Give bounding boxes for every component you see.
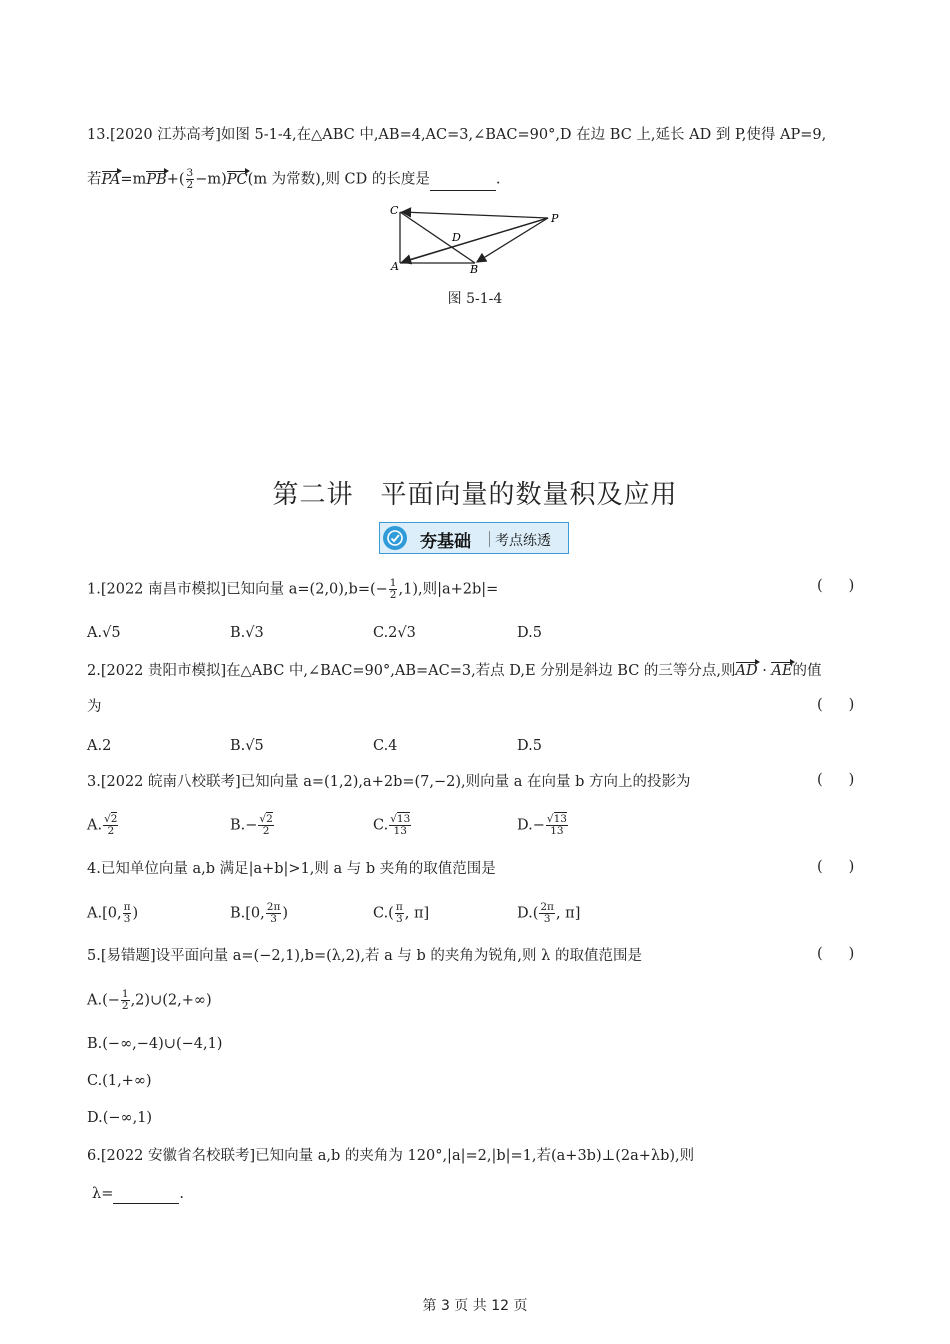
fraction-denominator: 2 (121, 1000, 129, 1012)
fraction-denominator: 3 (123, 913, 131, 925)
fraction-numerator: √2 (104, 813, 118, 825)
label-p: P (551, 212, 559, 225)
q4-option-b[interactable] (230, 902, 288, 925)
fraction (123, 902, 132, 925)
q3-option-d[interactable] (517, 814, 569, 837)
q1-option-c[interactable]: C.2√3 (373, 625, 416, 641)
option-label: D.( (517, 905, 539, 922)
vector-pa: PA (101, 171, 121, 188)
fraction (258, 814, 273, 837)
fraction (186, 168, 195, 191)
label-d: D (452, 231, 461, 244)
vector-pa-arrow (402, 218, 548, 262)
q13-text: =m (120, 171, 147, 188)
fraction (539, 902, 555, 925)
q13-text: 若 (87, 171, 102, 188)
q2-option-c[interactable]: C.4 (373, 738, 398, 754)
option-label: A. (87, 817, 103, 834)
page-footer: 第 3 页 共 12 页 (422, 1298, 528, 1314)
vector-ae: AE (771, 663, 793, 679)
fraction (389, 578, 398, 601)
option-label: D.− (517, 817, 545, 834)
q3-stem: 3.[2022 皖南八校联考]已知向量 a=(1,2),a+2b=(7,−2),则向量 a 在向量 b 方向上的投影为 (87, 774, 691, 790)
fraction-numerator: 1 (389, 577, 397, 589)
q5-option-b[interactable]: B.(−∞,−4)∪(−4,1) (87, 1036, 223, 1052)
fraction-denominator: 3 (543, 913, 551, 925)
q13-text: −m) (195, 171, 227, 188)
option-label: A.(− (87, 992, 120, 1009)
badge-main: 夯基础 (420, 532, 471, 552)
figure-caption: 图 5-1-4 (447, 291, 503, 307)
q2-option-b[interactable]: B.√5 (230, 738, 264, 754)
period: . (495, 171, 501, 188)
option-label: A. (87, 625, 103, 641)
fraction-numerator: 3 (186, 167, 194, 179)
answer-blank[interactable] (113, 1189, 179, 1204)
fraction-numerator: 2π (266, 901, 281, 913)
dot-operator: · (757, 663, 772, 679)
section-badge (379, 522, 569, 554)
vector-ad: AD (735, 663, 758, 679)
q13-line2 (87, 168, 501, 191)
option-label: A.[0, (87, 905, 122, 922)
badge-sub: 考点练透 (495, 533, 551, 549)
fraction (395, 902, 404, 925)
q1-answer-paren[interactable]: () (817, 578, 881, 594)
vector-pb-arrow (477, 218, 548, 262)
q6-stem-cont (92, 1184, 184, 1204)
q2-option-d[interactable]: D.5 (517, 738, 542, 754)
option-label: B. (230, 738, 246, 754)
fraction (266, 902, 282, 925)
option-text: , π] (404, 905, 430, 922)
option-text: , π] (555, 905, 581, 922)
section-heading: 第二讲 平面向量的数量积及应用 (272, 480, 678, 510)
fraction-denominator: 2 (262, 825, 270, 837)
figure-5-1-4 (385, 200, 565, 280)
radicand: 2 (110, 813, 118, 825)
fraction-numerator: π (123, 901, 131, 913)
check-circle-icon (383, 526, 407, 550)
radicand: 2 (266, 813, 273, 825)
fraction (546, 814, 568, 837)
fraction-numerator: √13 (390, 813, 411, 825)
q2-option-a[interactable]: A.2 (87, 738, 112, 754)
vector-pc-arrow (402, 212, 548, 218)
q4-answer-paren[interactable]: () (817, 859, 881, 875)
fraction (121, 989, 130, 1012)
q1-stem (87, 578, 498, 601)
answer-blank[interactable] (430, 176, 496, 191)
q6-text: λ= (92, 1186, 114, 1202)
fraction-numerator: π (395, 901, 403, 913)
q1-option-b[interactable]: B.√3 (230, 625, 264, 641)
q6-stem: 6.[2022 安徽省名校联考]已知向量 a,b 的夹角为 120°,|a|=2,|b|=1,若(a+3b)⊥(2a+λb),则 (87, 1148, 695, 1164)
fraction (389, 814, 411, 837)
q3-option-b[interactable] (230, 814, 275, 837)
q2-text: 2.[2022 贵阳市模拟]在△ABC 中,∠BAC=90°,AB=AC=3,若点 D,E 分别是斜边 BC 的三等分点,则 (87, 663, 736, 679)
option-text: ,2)∪(2,+∞) (130, 992, 212, 1009)
fraction-denominator: 13 (393, 825, 407, 837)
label-b: B (470, 263, 479, 276)
segment-cb (400, 212, 475, 263)
fraction-denominator: 2 (107, 825, 115, 837)
fraction-denominator: 3 (395, 913, 403, 925)
q4-stem: 4.已知单位向量 a,b 满足|a+b|>1,则 a 与 b 夹角的取值范围是 (87, 861, 496, 877)
q2-text: 的值 (792, 663, 822, 679)
q1-text: 1.[2022 南昌市模拟]已知向量 a=(2,0),b=(− (87, 581, 388, 598)
q1-option-d[interactable]: D.5 (517, 625, 542, 641)
fraction-numerator: √13 (546, 813, 567, 825)
radicand: 5 (111, 625, 121, 641)
q2-answer-paren[interactable]: () (817, 697, 881, 713)
option-text: ) (132, 905, 139, 922)
option-label: C.2 (373, 625, 398, 641)
q13-text: (m 为常数),则 CD 的长度是 (247, 171, 430, 188)
q5-option-c[interactable]: C.(1,+∞) (87, 1073, 152, 1089)
fraction-numerator: 2π (540, 901, 554, 913)
label-c: C (390, 204, 399, 217)
option-label: C.( (373, 905, 394, 922)
radicand: 3 (254, 625, 264, 641)
badge-divider (489, 531, 490, 547)
q3-option-c[interactable] (373, 814, 412, 837)
option-label: B.− (230, 817, 258, 834)
label-a: A (391, 260, 399, 273)
fraction-numerator: 1 (121, 988, 129, 1000)
radicand: 3 (406, 625, 416, 641)
q4-option-d[interactable] (517, 902, 580, 925)
radicand: 13 (553, 813, 567, 825)
q3-answer-paren[interactable]: () (817, 772, 881, 788)
option-label: B. (230, 625, 246, 641)
option-text: ) (282, 905, 289, 922)
fraction-denominator: 13 (550, 825, 564, 837)
fraction-denominator: 2 (186, 179, 194, 191)
q5-stem: 5.[易错题]设平面向量 a=(−2,1),b=(λ,2),若 a 与 b 的夹角为锐角,则 λ 的取值范围是 (87, 948, 642, 964)
q5-option-d[interactable]: D.(−∞,1) (87, 1110, 153, 1126)
q4-option-c[interactable] (373, 902, 429, 925)
q5-option-a[interactable] (87, 989, 212, 1012)
q5-answer-paren[interactable]: () (817, 946, 881, 962)
q13-line1: 13.[2020 江苏高考]如图 5-1-4,在△ABC 中,AB=4,AC=3,∠BAC=90°,D 在边 BC 上,延长 AD 到 P,使得 AP=9, (87, 127, 827, 143)
q13-text: +( (166, 171, 185, 188)
fraction-denominator: 3 (270, 913, 277, 925)
option-label: B.[0, (230, 905, 265, 922)
fraction (103, 814, 118, 837)
vector-pb: PB (146, 171, 167, 188)
radicand: 13 (396, 813, 411, 825)
period: . (179, 1186, 184, 1202)
fraction-denominator: 2 (389, 589, 397, 601)
option-label: C. (373, 817, 389, 834)
fraction-numerator: √2 (259, 813, 273, 825)
q1-text: ,1),则|a+2b|= (398, 581, 499, 598)
vector-pc: PC (226, 171, 248, 188)
q1-option-a[interactable]: A.√5 (87, 625, 121, 641)
q4-option-a[interactable] (87, 902, 138, 925)
q3-option-a[interactable] (87, 814, 119, 837)
radicand: 5 (254, 738, 264, 754)
q2-stem (87, 661, 822, 681)
q2-stem-cont: 为 (87, 699, 102, 715)
